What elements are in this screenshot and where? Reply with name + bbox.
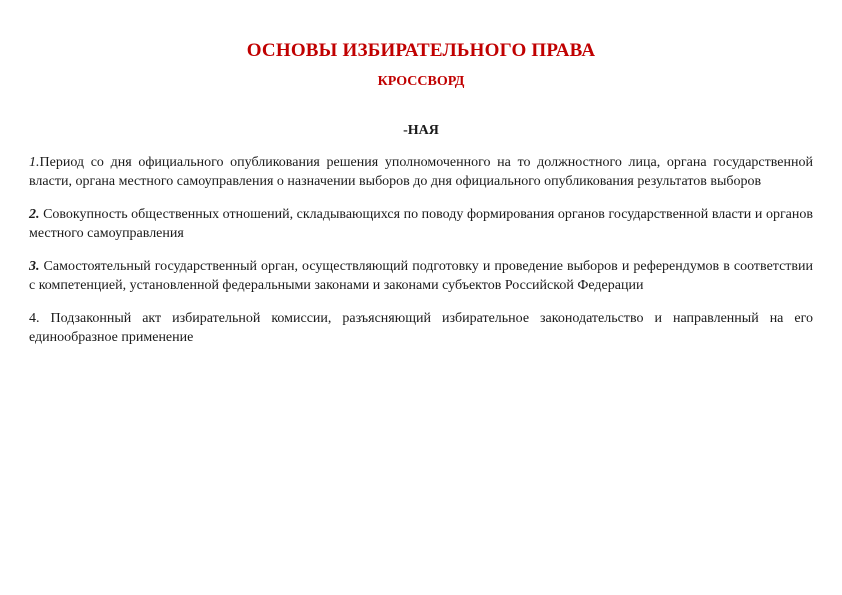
page-subtitle: КРОССВОРД: [377, 74, 465, 89]
clue-text-2: Совокупность общественных отношений, складывающихся по поводу формирования органов государственной власти и органов местного самоуправления: [29, 207, 813, 241]
clue-item-1: [29, 154, 813, 191]
clue-item-2: [29, 206, 813, 243]
clue-text-4: Подзаконный акт избирательной комиссии, разъясняющий избирательное законодательство и направленный на его единообразное применение: [29, 311, 813, 345]
word-suffix: -НАЯ: [403, 123, 439, 138]
clue-number-3: 3.: [29, 259, 40, 274]
clue-number-4: 4.: [29, 311, 40, 326]
page-title: ОСНОВЫ ИЗБИРАТЕЛЬНОГО ПРАВА: [246, 40, 596, 61]
clue-text-3: Самостоятельный государственный орган, осуществляющий подготовку и проведение выборов и референдумов в соответствии с компетенцией, установленной федеральными законами и законами субъектов Российской Федерации: [29, 259, 813, 293]
clue-text-1: Период со дня официального опубликования решения уполномоченного на то должностного лица, органа государственной власти, органа местного самоуправления о назначении выборов до дня официального опубликования результатов выборов: [29, 155, 813, 189]
clue-item-4: [29, 310, 813, 347]
clue-item-3: [29, 258, 813, 295]
clue-number-1: 1.: [29, 155, 40, 170]
clue-list: [29, 154, 813, 362]
clue-number-2: 2.: [29, 207, 40, 222]
